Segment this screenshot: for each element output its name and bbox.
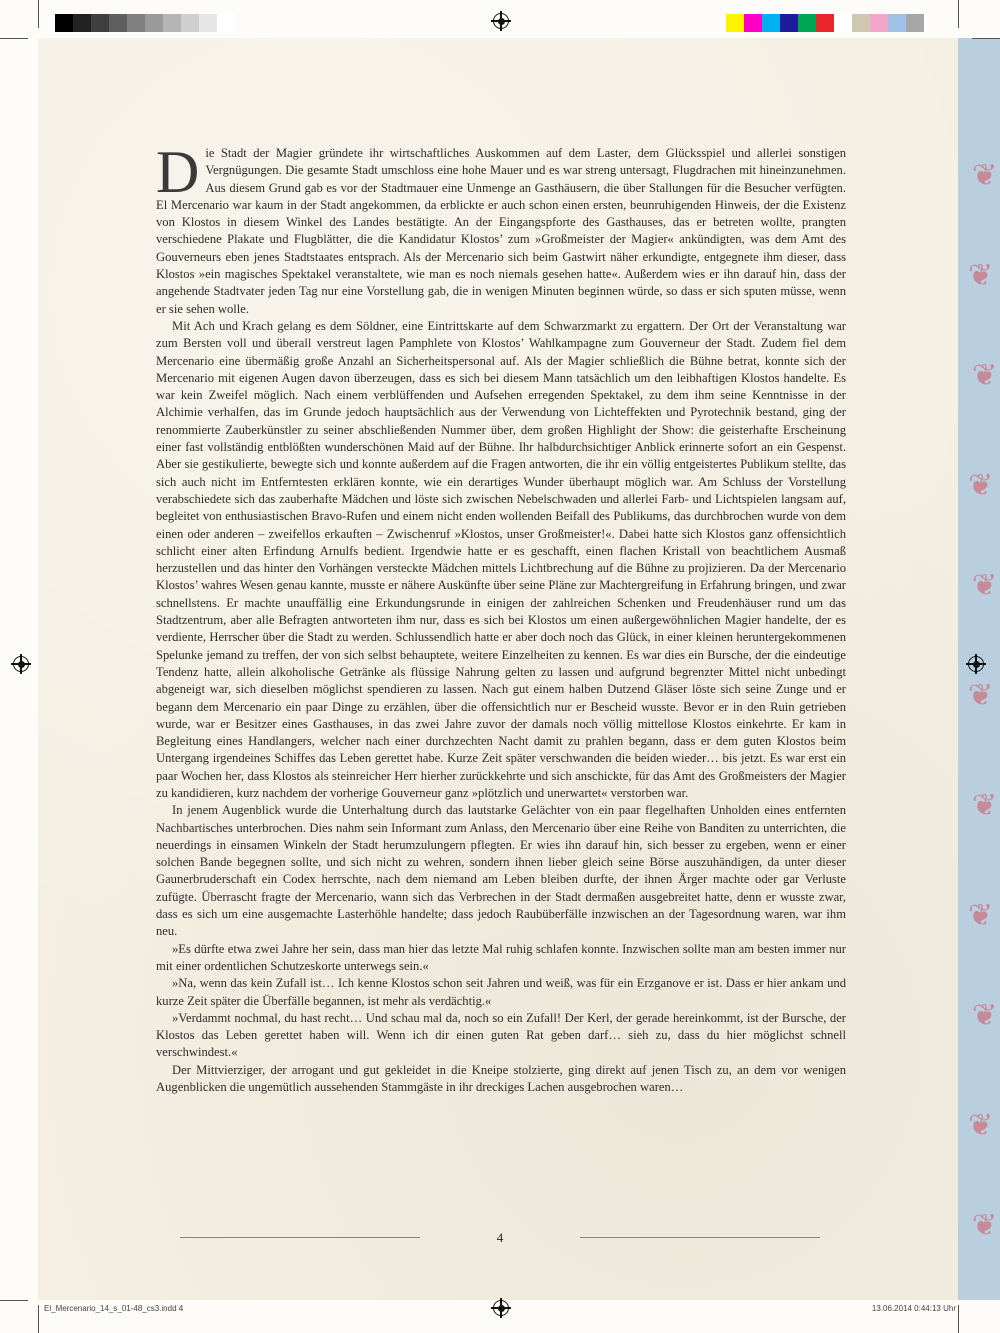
color-swatch xyxy=(852,14,870,32)
color-swatch xyxy=(906,14,924,32)
drop-cap: D xyxy=(156,139,200,205)
ornament-icon: ❦ xyxy=(972,158,998,193)
crop-mark xyxy=(0,1300,28,1301)
article-paragraph: »Es dürfte etwa zwei Jahre her sein, dass man hier das letzte Mal ruhig schlafen konnte. Inzwischen sollte man am besten immer nur mit einer ordentlichen Schutzeskorte unterwegs sein.« xyxy=(156,941,846,973)
ornament-icon: ❦ xyxy=(968,898,994,933)
crop-mark xyxy=(38,1305,39,1333)
color-swatch xyxy=(109,14,127,32)
color-swatch xyxy=(744,14,762,32)
color-swatch xyxy=(798,14,816,32)
footer-rule-left xyxy=(180,1237,420,1238)
color-swatch xyxy=(163,14,181,32)
article-body xyxy=(156,139,846,1096)
ornament-icon: ❦ xyxy=(972,998,998,1033)
registration-mark-icon xyxy=(493,13,509,29)
article-paragraph: »Na, wenn das kein Zufall ist… Ich kenne Klostos schon seit Jahren und weiß, was für ein Erzganove er ist. Dass er hier ankam und kurze Zeit später die Überfälle begannen, ist mehr als verdächtig.« xyxy=(156,976,846,1008)
color-swatch xyxy=(199,14,217,32)
page-number: 4 xyxy=(496,1230,504,1245)
color-swatch xyxy=(127,14,145,32)
article-paragraph: Die Stadt der Magier gründete ihr wirtschaftliches Auskommen auf dem Laster, dem Glücksspiel und allerlei sonstigen Vergnügungen. Die gesamte Stadt umschloss eine hohe Mauer und es war streng untersagt, Flugdrachen mit hineinzunehmen. Aus diesem Grund gab es vor der Stadtmauer eine Unmenge an Gasthäusern, die über Stallungen für die Besucher verfügten. El Mercenario war kaum in der Stadt angekommen, da erblickte er auch schon einen ersten, beunruhigenden Hinweis, der die Existenz von Klostos in diesem Winkel des Landes bestätigte. An der Eingangspforte des Gasthauses, das er betreten wollte, prangten verschiedene Plakate und Flugblätter, die die Kandidatur Klostos’ zum »Großmeister der Magier« ankündigten, was dem Amt des Gouverneurs eben jenes Stadtstaates entsprach. Als der Mercenario sich beim Gastwirt näher erkundigte, entgegnete ihm dieser, dass Klostos »ein magisches Spektakel veranstaltete, wie man es noch niemals gesehen hatte«. Außerdem wies er ihn darauf hin, dass der angehende Stadtvater jeden Tag nur eine Vorstellung gab, die in wenigen Minuten beginnen würde, so dass er sich sputen müsse, wenn er sie sehen wolle. xyxy=(156,139,846,316)
article-paragraph: Mit Ach und Krach gelang es dem Söldner, eine Eintrittskarte auf dem Schwarzmarkt zu ergattern. Der Ort der Veranstaltung war zum Bersten voll und überall verstreut lagen Pamphlete von Klostos’ Wahlkampagne zum Gouverneur der Stadt. Zudem fiel dem Mercenario eine übermäßig große Anzahl an Sicherheitspersonal auf. Als der Magier schließlich die Bühne betrat, konnte sich der Mercenario mit eigenen Augen davon überzeugen, dass es sich bei diesem Mann tatsächlich um den leibhaftigen Klostos handelte. Es war kein Zweifel möglich. Nach einem verblüffenden und Aufsehen erregenden Spektakel, zu dem ihm seine Kenntnisse in der Alchimie verhalfen, das im Grunde jedoch hauptsächlich aus der Verwendung von Lichteffekten und Pyrotechnik bestand, ging der renommierte Zauberkünstler zu seiner abschließenden Nummer über, dem großen Highlight der Show: die geisterhafte Erscheinung einer fast vollständig entblößten wunderschönen Maid auf der Bühne. Ihr halbdurchsichtiger Anblick erinnerte sofort an ein Gespenst. Aber sie gestikulierte, bewegte sich und konnte außerdem auf die Fragen antworten, die ihr ein völlig entgeistertes Publikum stellte, das sich auch nicht im Entferntesten erklären konnte, wie ein derartiges Wunder überhaupt möglich war. Am Schluss der Vorstellung verabschiedete sich das zauberhafte Mädchen und löste sich zwischen Nebelschwaden und allerlei Farb- und Lichtspielen langsam auf, begleitet von enthusiastischen Bravo-Rufen und einem nicht enden wollenden Beifall des Publikums, das durchbrochen wurde von dem einen oder anderen – zweifellos erkauften – Zwischenruf »Klostos, unser Großmeister!«. Dabei hatte sich Klostos ganz offensichtlich schlicht einer alten Erfindung Arnulfs bedient. Irgendwie hatte er es geschafft, einen flachen Kristall von beachtlichem Ausmaß herzustellen und das hinter den Vorhängen versteckte Mädchen mittels Lichtbrechung auf die Bühne zu projizieren. Da der Mercenario Klostos’ wahres Wesen genau kannte, musste er nähere Auskünfte über seine Pläne zur Machtergreifung in Erfahrung bringen, und zwar schnellstens. Er machte unauffällig eine Erkundungsrunde in einigen der zahlreichen Schenken und Freudenhäuser rund um das Stadtzentrum, aber alle Befragten antworteten ihm nur, dass es sich bei Klostos um einen außergewöhnlichen Magier handelte, der es verdiente, Herrscher über die Stadt zu werden. Schlussendlich hatte er aber doch noch das Glück, in einer kleinen heruntergekommenen Spelunke jemand zu treffen, der von sich selbst behauptete, weitere Einzelheiten zu kennen. Es war dies ein Bursche, der die eindeutige Tendenz hatte, allein alkoholische Getränke als flüssige Nahrung gelten zu lassen und aufgrund begrenzter Mittel nicht unbedingt abgeneigt war, sich dieselben möglichst spendieren zu lassen. Nach gut einem halben Dutzend Gläser löste sich seine Zunge und er begann dem Mercenario ein paar Dinge zu erzählen, über die offensichtlich nur er Bescheid wusste. Bevor er in den Ruin getrieben wurde, war er Besitzer eines Gasthauses, in das zwei Jahre zuvor der damals noch völlig mittellose Klostos einkehrte. Er kam in Begleitung eines Handlangers, welcher nach einer durchzechten Nacht damit zu prahlen begann, dass er dem guten Klostos beim Untergang irgendeines Schiffes das Leben gerettet habe. Kurze Zeit später verschwanden die beiden wieder… bis jetzt. Es war erst ein paar Wochen her, dass Klostos als steinreicher Herr hierher zurückkehrte und sich anschickte, für das Amt des Großmeisters der Magier zu kandidieren, kurz nachdem der vorherige Gouverneur ganz »plötzlich und unerwartet« verstorben war. xyxy=(156,318,846,800)
slug-filename: El_Mercenario_14_s_01-48_cs3.indd 4 xyxy=(44,1304,184,1313)
color-swatch xyxy=(145,14,163,32)
ornament-icon: ❦ xyxy=(968,1108,994,1143)
ornament-icon: ❦ xyxy=(968,678,994,713)
crop-mark xyxy=(0,38,28,39)
color-swatch xyxy=(834,14,852,32)
color-swatch xyxy=(217,14,235,32)
grayscale-color-bar xyxy=(55,14,235,32)
color-swatch xyxy=(870,14,888,32)
color-swatch xyxy=(780,14,798,32)
slug-timestamp: 13.06.2014 0:44:13 Uhr xyxy=(871,1304,956,1313)
color-swatch xyxy=(55,14,73,32)
color-swatch xyxy=(762,14,780,32)
color-swatch xyxy=(181,14,199,32)
article-paragraph: Der Mittvierziger, der arrogant und gut gekleidet in die Kneipe stolzierte, ging direkt auf jenen Tisch zu, an dem vor wenigen Augenblicken die ungemütlich aussehenden Stammgäste in ihr dreckiges Lachen ausgebrochen waren… xyxy=(156,1062,846,1095)
process-color-bar xyxy=(726,14,924,32)
ornament-icon: ❦ xyxy=(972,358,998,393)
ornament-icon: ❦ xyxy=(968,468,994,503)
crop-mark xyxy=(972,38,1000,39)
ornament-icon: ❦ xyxy=(972,1208,998,1243)
color-swatch xyxy=(726,14,744,32)
ornament-icon: ❦ xyxy=(968,258,994,293)
footer-rule-right xyxy=(580,1237,820,1238)
crop-mark xyxy=(958,1305,959,1333)
article-paragraph: In jenem Augenblick wurde die Unterhaltung durch das lautstarke Gelächter von ein paar flegelhaften Unholden eines entfernten Nachbartisches unterbrochen. Dies nahm sein Informant zum Anlass, den Mercenario über eine Reihe von Banditen zu unterrichten, die neuerdings in einsamen Winkeln der Stadt herumzulungern pflegten. Er wies ihn darauf hin, sich besser zu ergeben, wenn er einer solchen Bande begegnen sollte, und sich nicht zu wehren, sondern ihnen lieber gleich seine Börse auszuhändigen, da unter dieser Gaunerbruderschaft ein Codex herrschte, nach dem niemand am Leben bleiben durfte, der ihnen Ärger machte oder gar Verluste zufügte. Überrascht fragte der Mercenario, wann sich das Verbrechen in der Stadt dermaßen ausgebreitet hatte, denn er wusste zwar, dass es sich um eine ausgemachte Lasterhöhle handelte; dass jedoch Raubüberfälle inzwischen an der Tagesordnung waren, war ihm neu. xyxy=(156,803,846,939)
color-swatch xyxy=(888,14,906,32)
ornament-icon: ❦ xyxy=(972,568,998,603)
registration-mark-icon xyxy=(968,656,984,672)
color-swatch xyxy=(91,14,109,32)
ornament-icon: ❦ xyxy=(972,788,998,823)
registration-mark-icon xyxy=(493,1300,509,1316)
color-swatch xyxy=(816,14,834,32)
color-swatch xyxy=(73,14,91,32)
article-paragraph: »Verdammt nochmal, du hast recht… Und schau mal da, noch so ein Zufall! Der Kerl, der gerade hereinkommt, ist der Bursche, der Klostos das Leben gerettet haben will. Wenn ich dir einen guten Rat geben darf… sieh zu, dass du hier möglichst schnell verschwindest.« xyxy=(156,1010,846,1060)
crop-mark xyxy=(38,0,39,28)
crop-mark xyxy=(958,0,959,28)
registration-mark-icon xyxy=(13,656,29,672)
